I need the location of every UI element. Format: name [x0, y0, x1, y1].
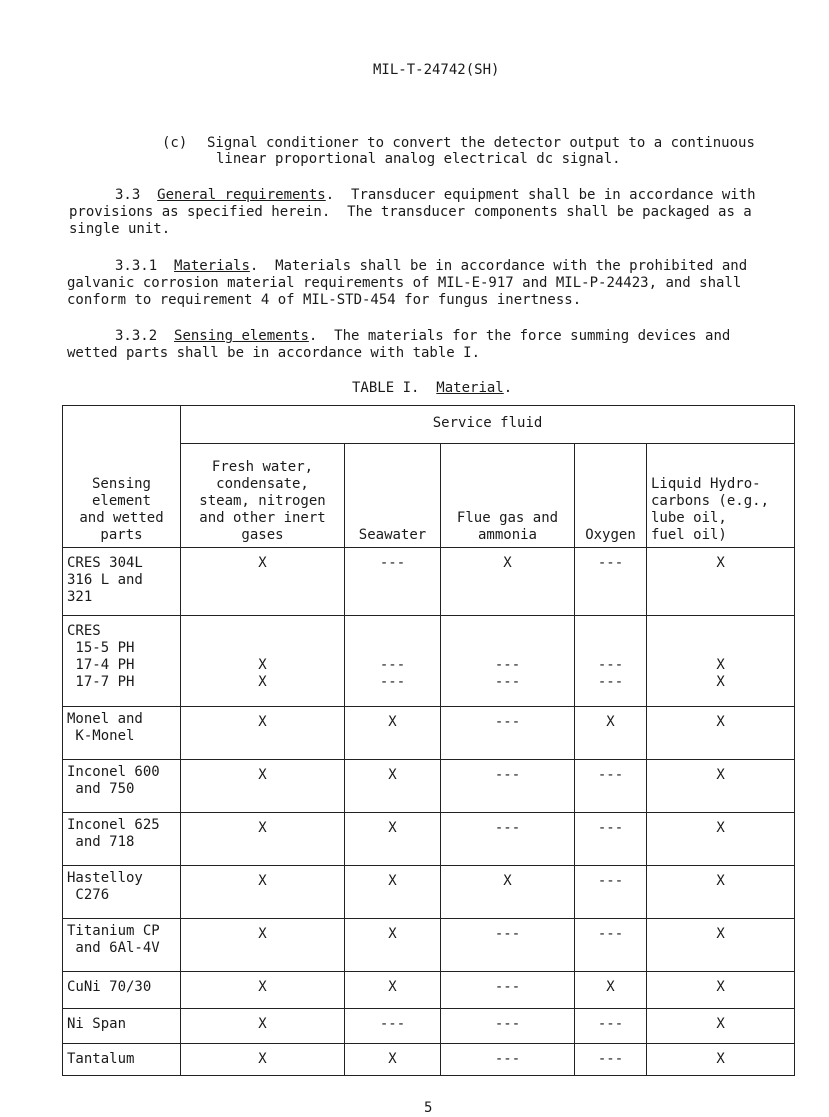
- cell-fresh-water: X: [181, 707, 345, 760]
- cell-oxygen: ---: [575, 1044, 647, 1076]
- cell-fresh-water: X: [181, 972, 345, 1009]
- header-flue-gas: Flue gas and ammonia: [441, 444, 575, 548]
- header-seawater: Seawater: [345, 444, 441, 548]
- cell-element: Monel and K-Monel: [63, 707, 181, 760]
- para-3-3-1-line3: conform to requirement 4 of MIL-STD-454 for fungus inertness.: [67, 292, 582, 308]
- cell-fresh-water: X: [181, 919, 345, 972]
- cell-flue-gas: ---: [441, 972, 575, 1009]
- cell-element: CRES 304L 316 L and 321: [63, 548, 181, 616]
- cell-fresh-water: X: [181, 1009, 345, 1044]
- cell-seawater: X: [345, 760, 441, 813]
- table-row: [63, 548, 795, 616]
- para-3-3-2-text: . The materials for the force summing devices and: [308, 328, 731, 344]
- cell-seawater: ---: [345, 548, 441, 616]
- para-3-3-line2: provisions as specified herein. The transducer components shall be packaged as a: [69, 204, 752, 220]
- para-3-3-1-line2: galvanic corrosion material requirements of MIL-E-917 and MIL-P-24423, and shall: [67, 275, 742, 291]
- cell-flue-gas: X: [441, 548, 575, 616]
- table-caption-suffix: .: [503, 380, 513, 396]
- table-row: [63, 813, 795, 866]
- para-3-3-title: General requirements: [157, 187, 326, 203]
- cell-element: Ni Span: [63, 1009, 181, 1044]
- para-3-3-2-number: 3.3.2: [115, 328, 158, 344]
- table-header-row-1: [63, 406, 795, 444]
- cell-liquid-hydrocarbons: X: [647, 866, 795, 919]
- header-oxygen: Oxygen: [575, 444, 647, 548]
- item-c-line2: linear proportional analog electrical dc signal.: [216, 151, 621, 167]
- cell-flue-gas: ---: [441, 707, 575, 760]
- cell-liquid-hydrocarbons: X: [647, 813, 795, 866]
- para-3-3-1-number: 3.3.1: [115, 258, 158, 274]
- cell-oxygen: X: [575, 707, 647, 760]
- page-number: 5: [424, 1100, 433, 1116]
- table-row: [63, 1044, 795, 1076]
- cell-flue-gas: ---: [441, 813, 575, 866]
- cell-seawater: X: [345, 813, 441, 866]
- cell-flue-gas: ---: [441, 1009, 575, 1044]
- document-number: MIL-T-24742(SH): [373, 62, 500, 78]
- cell-seawater: X: [345, 866, 441, 919]
- cell-seawater: X: [345, 707, 441, 760]
- cell-flue-gas: ---: [441, 919, 575, 972]
- header-liquid-hydrocarbons: Liquid Hydro- carbons (e.g., lube oil, fuel oil): [647, 444, 795, 548]
- para-3-3-line3: single unit.: [69, 221, 171, 237]
- cell-flue-gas: ---: [441, 760, 575, 813]
- cell-fresh-water: X X: [181, 616, 345, 707]
- cell-liquid-hydrocarbons: X: [647, 1009, 795, 1044]
- cell-element: Hastelloy C276: [63, 866, 181, 919]
- table-row: [63, 616, 795, 707]
- cell-oxygen: ---: [575, 1009, 647, 1044]
- table-row: [63, 866, 795, 919]
- cell-element: CRES 15-5 PH 17-4 PH 17-7 PH: [63, 616, 181, 707]
- para-3-3-2-line1: [115, 328, 730, 345]
- cell-fresh-water: X: [181, 548, 345, 616]
- cell-element: CuNi 70/30: [63, 972, 181, 1009]
- table-caption-title: Material: [436, 380, 504, 396]
- cell-flue-gas: X: [441, 866, 575, 919]
- cell-oxygen: --- ---: [575, 616, 647, 707]
- table-row: [63, 919, 795, 972]
- item-c-label: (c): [162, 135, 188, 151]
- para-3-3-1-line1: [115, 258, 747, 275]
- cell-flue-gas: ---: [441, 1044, 575, 1076]
- para-3-3-2-line2: wetted parts shall be in accordance with table I.: [67, 345, 481, 361]
- cell-fresh-water: X: [181, 813, 345, 866]
- cell-fresh-water: X: [181, 1044, 345, 1076]
- cell-seawater: X: [345, 1044, 441, 1076]
- cell-liquid-hydrocarbons: X: [647, 548, 795, 616]
- cell-seawater: --- ---: [345, 616, 441, 707]
- material-table: [62, 405, 795, 1076]
- cell-element: Tantalum: [63, 1044, 181, 1076]
- table-row: [63, 760, 795, 813]
- cell-flue-gas: --- ---: [441, 616, 575, 707]
- cell-liquid-hydrocarbons: X: [647, 707, 795, 760]
- cell-seawater: ---: [345, 1009, 441, 1044]
- para-3-3-2-title: Sensing elements: [174, 328, 309, 344]
- table-row: [63, 972, 795, 1009]
- header-fresh-water: Fresh water, condensate, steam, nitrogen and other inert gases: [181, 444, 345, 548]
- cell-oxygen: ---: [575, 813, 647, 866]
- cell-liquid-hydrocarbons: X: [647, 919, 795, 972]
- cell-oxygen: ---: [575, 548, 647, 616]
- para-3-3-1-title: Materials: [174, 258, 250, 274]
- table-row: [63, 1009, 795, 1044]
- cell-liquid-hydrocarbons: X: [647, 760, 795, 813]
- header-service-fluid: Service fluid: [181, 406, 795, 444]
- cell-liquid-hydrocarbons: X: [647, 1044, 795, 1076]
- item-c-line1: Signal conditioner to convert the detector output to a continuous: [207, 135, 755, 151]
- para-3-3-number: 3.3: [115, 187, 141, 203]
- table-row: [63, 707, 795, 760]
- cell-seawater: X: [345, 919, 441, 972]
- cell-liquid-hydrocarbons: X: [647, 972, 795, 1009]
- cell-oxygen: ---: [575, 866, 647, 919]
- para-3-3-text: . Transducer equipment shall be in accordance with: [325, 187, 756, 203]
- cell-liquid-hydrocarbons: X X: [647, 616, 795, 707]
- cell-element: Inconel 600 and 750: [63, 760, 181, 813]
- para-3-3-1-text: . Materials shall be in accordance with the prohibited and: [249, 258, 748, 274]
- para-3-3-line1: [115, 187, 756, 204]
- table-caption: [352, 380, 512, 397]
- cell-element: Inconel 625 and 718: [63, 813, 181, 866]
- cell-fresh-water: X: [181, 760, 345, 813]
- cell-seawater: X: [345, 972, 441, 1009]
- cell-oxygen: ---: [575, 760, 647, 813]
- cell-fresh-water: X: [181, 866, 345, 919]
- cell-oxygen: X: [575, 972, 647, 1009]
- header-sensing-element: Sensing element and wetted parts: [63, 406, 181, 548]
- table-caption-prefix: TABLE I.: [352, 380, 420, 396]
- cell-element: Titanium CP and 6Al-4V: [63, 919, 181, 972]
- cell-oxygen: ---: [575, 919, 647, 972]
